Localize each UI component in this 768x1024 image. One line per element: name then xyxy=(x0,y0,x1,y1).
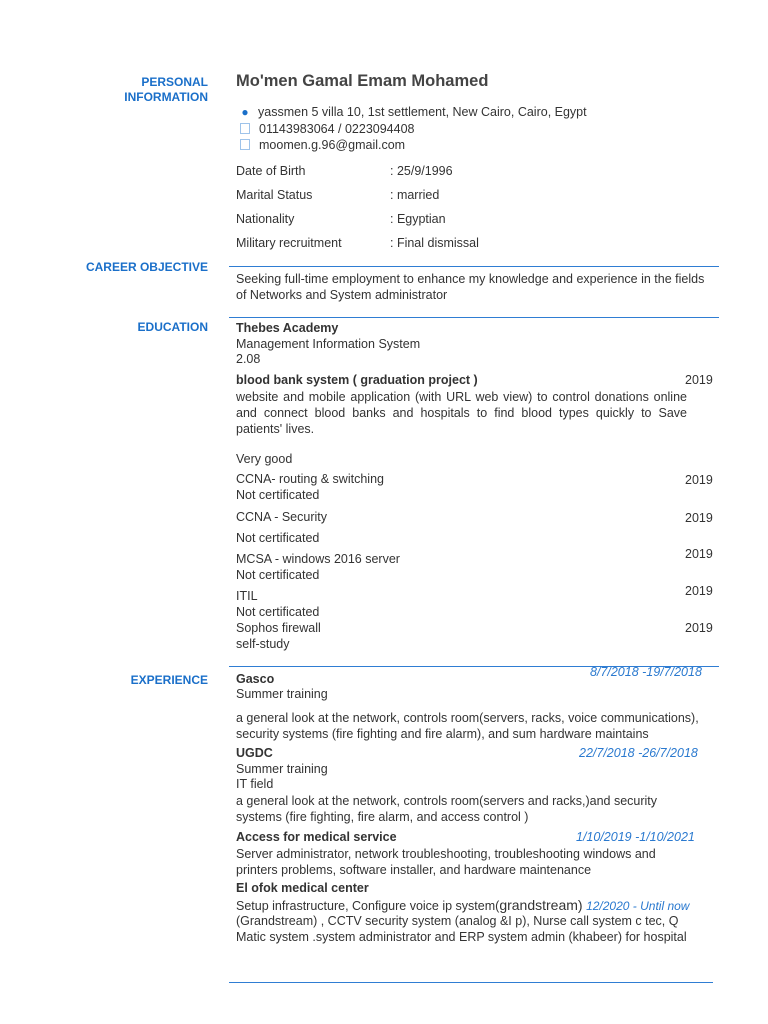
project-year: 2019 xyxy=(685,373,713,387)
address-row xyxy=(240,105,587,119)
phone-text: 01143983064 / 0223094408 xyxy=(259,122,415,136)
company-name: Access for medical service xyxy=(236,830,397,844)
cert-status: Not certificated xyxy=(236,488,320,502)
job-description: (Grandstream) , CCTV security system (analog &I p), Nurse call system c tec, Q Matic system .system administrator and ERP system admin (khabeer) for hospital xyxy=(236,914,687,944)
cert-name: MCSA - windows 2016 server xyxy=(236,552,400,566)
company-name: Gasco xyxy=(236,672,275,686)
military-label: Military recruitment xyxy=(236,236,342,250)
phone-icon xyxy=(240,123,250,134)
job-description-start: Setup infrastructure, Configure voice ip system( xyxy=(236,899,500,913)
section-label-personal: PERSONAL INFORMATION xyxy=(124,75,208,104)
grade: Very good xyxy=(236,452,293,466)
marital-label: Marital Status xyxy=(236,188,313,202)
military-value: : Final dismissal xyxy=(390,236,479,250)
job-dates: 12/2020 - Until now xyxy=(586,899,690,913)
divider-career xyxy=(229,266,719,267)
marital-value: : married xyxy=(390,188,440,202)
cert-status: Not certificated xyxy=(236,531,320,545)
company-name: UGDC xyxy=(236,746,273,760)
email-text[interactable]: moomen.g.96@gmail.com xyxy=(259,138,406,152)
gpa: 2.08 xyxy=(236,352,261,366)
email-row xyxy=(240,138,405,152)
cert-name: CCNA- routing & switching xyxy=(236,472,384,486)
nationality-value: : Egyptian xyxy=(390,212,446,226)
cert-year: 2019 xyxy=(685,621,713,635)
phone-row xyxy=(240,122,414,136)
full-name: Mo'men Gamal Emam Mohamed xyxy=(236,72,489,90)
job-dates: 22/7/2018 -26/7/2018 xyxy=(579,746,698,760)
section-label-career: CAREER OBJECTIVE xyxy=(85,260,208,274)
job-description-emphasis: grandstream) xyxy=(499,897,583,913)
job-dates: 1/10/2019 -1/10/2021 xyxy=(576,830,695,844)
section-label-education: EDUCATION xyxy=(137,320,208,334)
cert-year: 2019 xyxy=(685,584,713,598)
major: Management Information System xyxy=(236,337,421,351)
cert-year: 2019 xyxy=(685,547,713,561)
nationality-label: Nationality xyxy=(236,212,295,226)
dob-label: Date of Birth xyxy=(236,164,306,178)
job-description: a general look at the network, controls room(servers, racks, voice communications), security systems (fire fighting and fire alarm), and sum hardware maintains xyxy=(236,711,699,741)
cert-status: Not certificated xyxy=(236,568,320,582)
cert-year: 2019 xyxy=(685,511,713,525)
job-description: a general look at the network, controls room(servers and racks,)and security systems (fire fighting, fire alarm, and access control ) xyxy=(236,794,658,824)
address-text: yassmen 5 villa 10, 1st settlement, New Cairo, Cairo, Egypt xyxy=(258,105,587,119)
cert-name: ITIL xyxy=(236,589,258,603)
job-description-line1 xyxy=(236,897,689,913)
email-icon xyxy=(240,139,250,150)
school-name: Thebes Academy xyxy=(236,321,339,335)
cert-status: self-study xyxy=(236,637,290,651)
project-description: website and mobile application (with URL web view) to control donations online and connect blood banks and hospitals to find blood types quickly to Save patients' lives. xyxy=(236,390,687,436)
job-description: Server administrator, network troubleshooting, troubleshooting windows and printers problems, software installer, and hardware maintenance xyxy=(236,847,656,877)
divider-bottom xyxy=(229,982,713,983)
company-name: El ofok medical center xyxy=(236,881,369,895)
dob-value: : 25/9/1996 xyxy=(390,164,453,178)
location-pin-icon: ● xyxy=(241,105,249,119)
cert-status: Not certificated xyxy=(236,605,320,619)
job-field: IT field xyxy=(236,777,274,791)
section-label-experience: EXPERIENCE xyxy=(130,673,208,687)
career-objective-text: Seeking full-time employment to enhance my knowledge and experience in the fields of Networks and System administrator xyxy=(236,272,705,302)
job-role: Summer training xyxy=(236,687,328,701)
cert-name: CCNA - Security xyxy=(236,510,327,524)
job-dates: 8/7/2018 -19/7/2018 xyxy=(590,665,702,679)
divider-education xyxy=(229,317,719,318)
cert-name: Sophos firewall xyxy=(236,621,321,635)
project-title: blood bank system ( graduation project ) xyxy=(236,373,478,387)
job-role: Summer training xyxy=(236,762,328,776)
cert-year: 2019 xyxy=(685,473,713,487)
